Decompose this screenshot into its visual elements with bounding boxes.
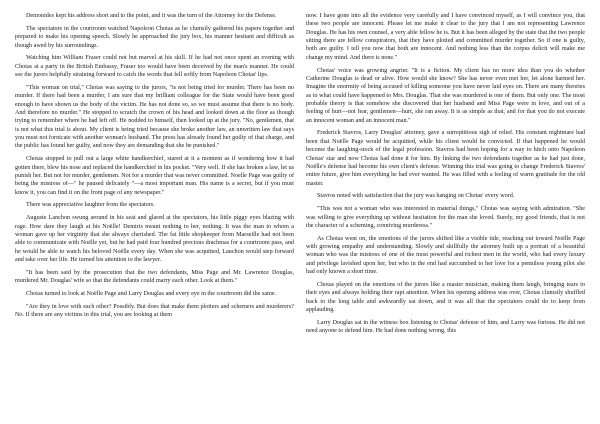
paragraph: "It has been said by the prosecution that the two defendants, Miss Page and Mr. Lawrence Douglas, murdered Mr. Douglas' wife so that the defendants could marry each other. Look at them." [15, 269, 294, 285]
right-column [306, 12, 585, 424]
paragraph: Stavros noted with satisfaction that the jury was hanging on Chotas' every word. [317, 193, 515, 200]
paragraph: "Are they in love with each other? Possibly. But does that make them plotters and schemers and murderers? No. If there are any victims in this trial, you are looking at them [15, 303, 294, 319]
paragraph: Chotas turned to look at Noëlle Page and Larry Douglas and every eye in the courtroom did the same. [26, 290, 277, 297]
paragraph: As Chotas went on, the emotions of the jurors shifted like a visible tide, reaching out toward Noëlle Page with growing empathy and understanding. Slowly and skillfully the attorney built up a portrait of a beautiful woman who was the mistress of one of the most powerful and richest men in the world, who had every luxury and privilege lavished upon her, but who in the end had succumbed to her love for a penniless young pilot she had only known a short time. [306, 235, 585, 276]
paragraph: The spectators in the courtroom watched Napoleon Chotas as he clumsily gathered his papers together and prepared to make his opening speech. Slowly he approached the jury box, his manner hesitant and difficult as though awed by his surroundings. [15, 25, 294, 49]
paragraph: Larry Douglas sat in the witness box listening to Chotas' defense of him, and Larry was furious. He did not need anyone to defend him. He had done nothing wrong, this [306, 319, 585, 335]
paragraph: Demonides kept his address short and to the point, and it was the turn of the Attorney for the Defense. [26, 13, 277, 19]
paragraph: "This was not a woman who was interested in material things," Chotas was saying with admiration. "She was willing to give everything up without hesitation for the man she loved. Surely, my good friends, that is not the character of a scheming, conniving murderess." [306, 206, 585, 229]
paragraph: Chotas stopped to pull out a large white handkerchief, stared at it a moment as if wondering how it had gotten there, blew his nose and replaced the handkerchief in his pocket. "Very well. If she has broken a law, let us punish her. But not for murder, gentlemen. Not for a murder that was never committed. Noelle Page was guilty of being the mistress of—" he paused delicately "—a most important man. His name is a secret, but if you must know it, you can find it on the front page of any newspaper." [15, 156, 294, 196]
left-column [15, 12, 294, 424]
paragraph: Chotas' voice was growing angrier. "It is a fiction. My client has no more idea than you do whether Catherine Douglas is dead or alive. How would she know? She has never even met her, let alone harmed her. Imagine the enormity of being accused of killing someone you have never laid eyes on. There are many theories as to what could have happened to Mrs. Douglas. That she was murdered is one of them. But only one. The most probable theory is that somehow she discovered that her husband and Miss Page were in love, and out of a feeling of hurt—not fear, gentlemen—hurt, she ran away. It is as simple as that, and for that you do not execute an innocent woman and an innocent man." [306, 67, 585, 124]
paragraph: Frederick Stavros, Larry Douglas' attorney, gave a surreptitious sigh of relief. His constant nightmare had been that Noëlle Page would be acquitted, while his client would be convicted. If that happened he would become the laughing-stock of the legal profession. Stavros had been hoping for a way to hitch onto Napoleon Chotas' star and now Chotas had done it for him. By linking the two defendants together as he had just done, Noëlle's defense had become his own client's defense. Winning this trial was going to change Frederick Stavros' entire future, give him everything he had ever wanted. He was filled with a feeling of warm gratitude for the old master. [306, 130, 585, 187]
paragraph: "This woman on trial," Chotas was saying to the jurors, "is not being tried for murder. There has been no murder. If there had been a murder, I am sure that my brilliant colleague for the State would have been good enough to have shown us the body of the victim. He has not done so, so we must assume that there is no body. And therefore no murder." He stopped to scratch the crown of his head and looked down at the floor as though trying to remember where he had left off. He nodded to himself, then looked up at the jury. "No, gentlemen, that is not what this trial is about. My client is being tried because she broke another law, an unwritten law that says you must not fornicate with another woman's husband. The press has already found her guilty of that charge, and the public has found her guilty, and now they are demanding that she be punished." [15, 84, 294, 150]
paragraph: Chotas played on the emotions of the jurors like a master musician, making them laugh, bringing tears to their eyes and always holding their rapt attention. When his opening address was over, Chotas clumsily shuffled back to the long table and awkwardly sat down, and it was all that the spectators could do to keep from applauding. [306, 281, 585, 313]
paragraph: now. I have gone into all the evidence very carefully and I have convinced myself, as I will convince you, that these two people are innocent. Please let me make it clear to the jury that I am not representing Lawrence Douglas. He has his own counsel, a very able fellow he is. But it has been alleged by the state that the two people sitting there are fellow conspirators, that they have plotted and committed murder together. So if one is guilty, both are guilty. I tell you now that both are innocent. And nothing less than the corpus delicti will make me change my mind. And there is none." [306, 13, 585, 61]
paragraph: There was appreciative laughter from the spectators. [26, 202, 155, 209]
paragraph: Watching him William Fraser could not but marvel at his skill. If he had not once spent an evening with Chotas at a party in the British Embassy, Fraser too would have been deceived by the man's manner. He could see the jurors helpfully straining forward to catch the words that fell softly from Napoleon Chotas' lips. [15, 55, 294, 79]
paragraph: Auguste Lanchon swung around in his seat and glared at the spectators, his little piggy eyes blazing with rage. How dare they laugh at his Noëlle! Demiris meant nothing to her, nothing. It was the man to whom a woman gave up her virginity that she always cherished. The fat little shopkeeper from Marseille had not been able to communicate with Noëlle yet, but he had paid four hundred precious drachmas for a courtroom pass, and he would be able to watch his beloved Noëlle every day. When she was acquitted, Lanchon would step forward and take over her life. He turned his attention to the lawyer. [15, 215, 294, 263]
